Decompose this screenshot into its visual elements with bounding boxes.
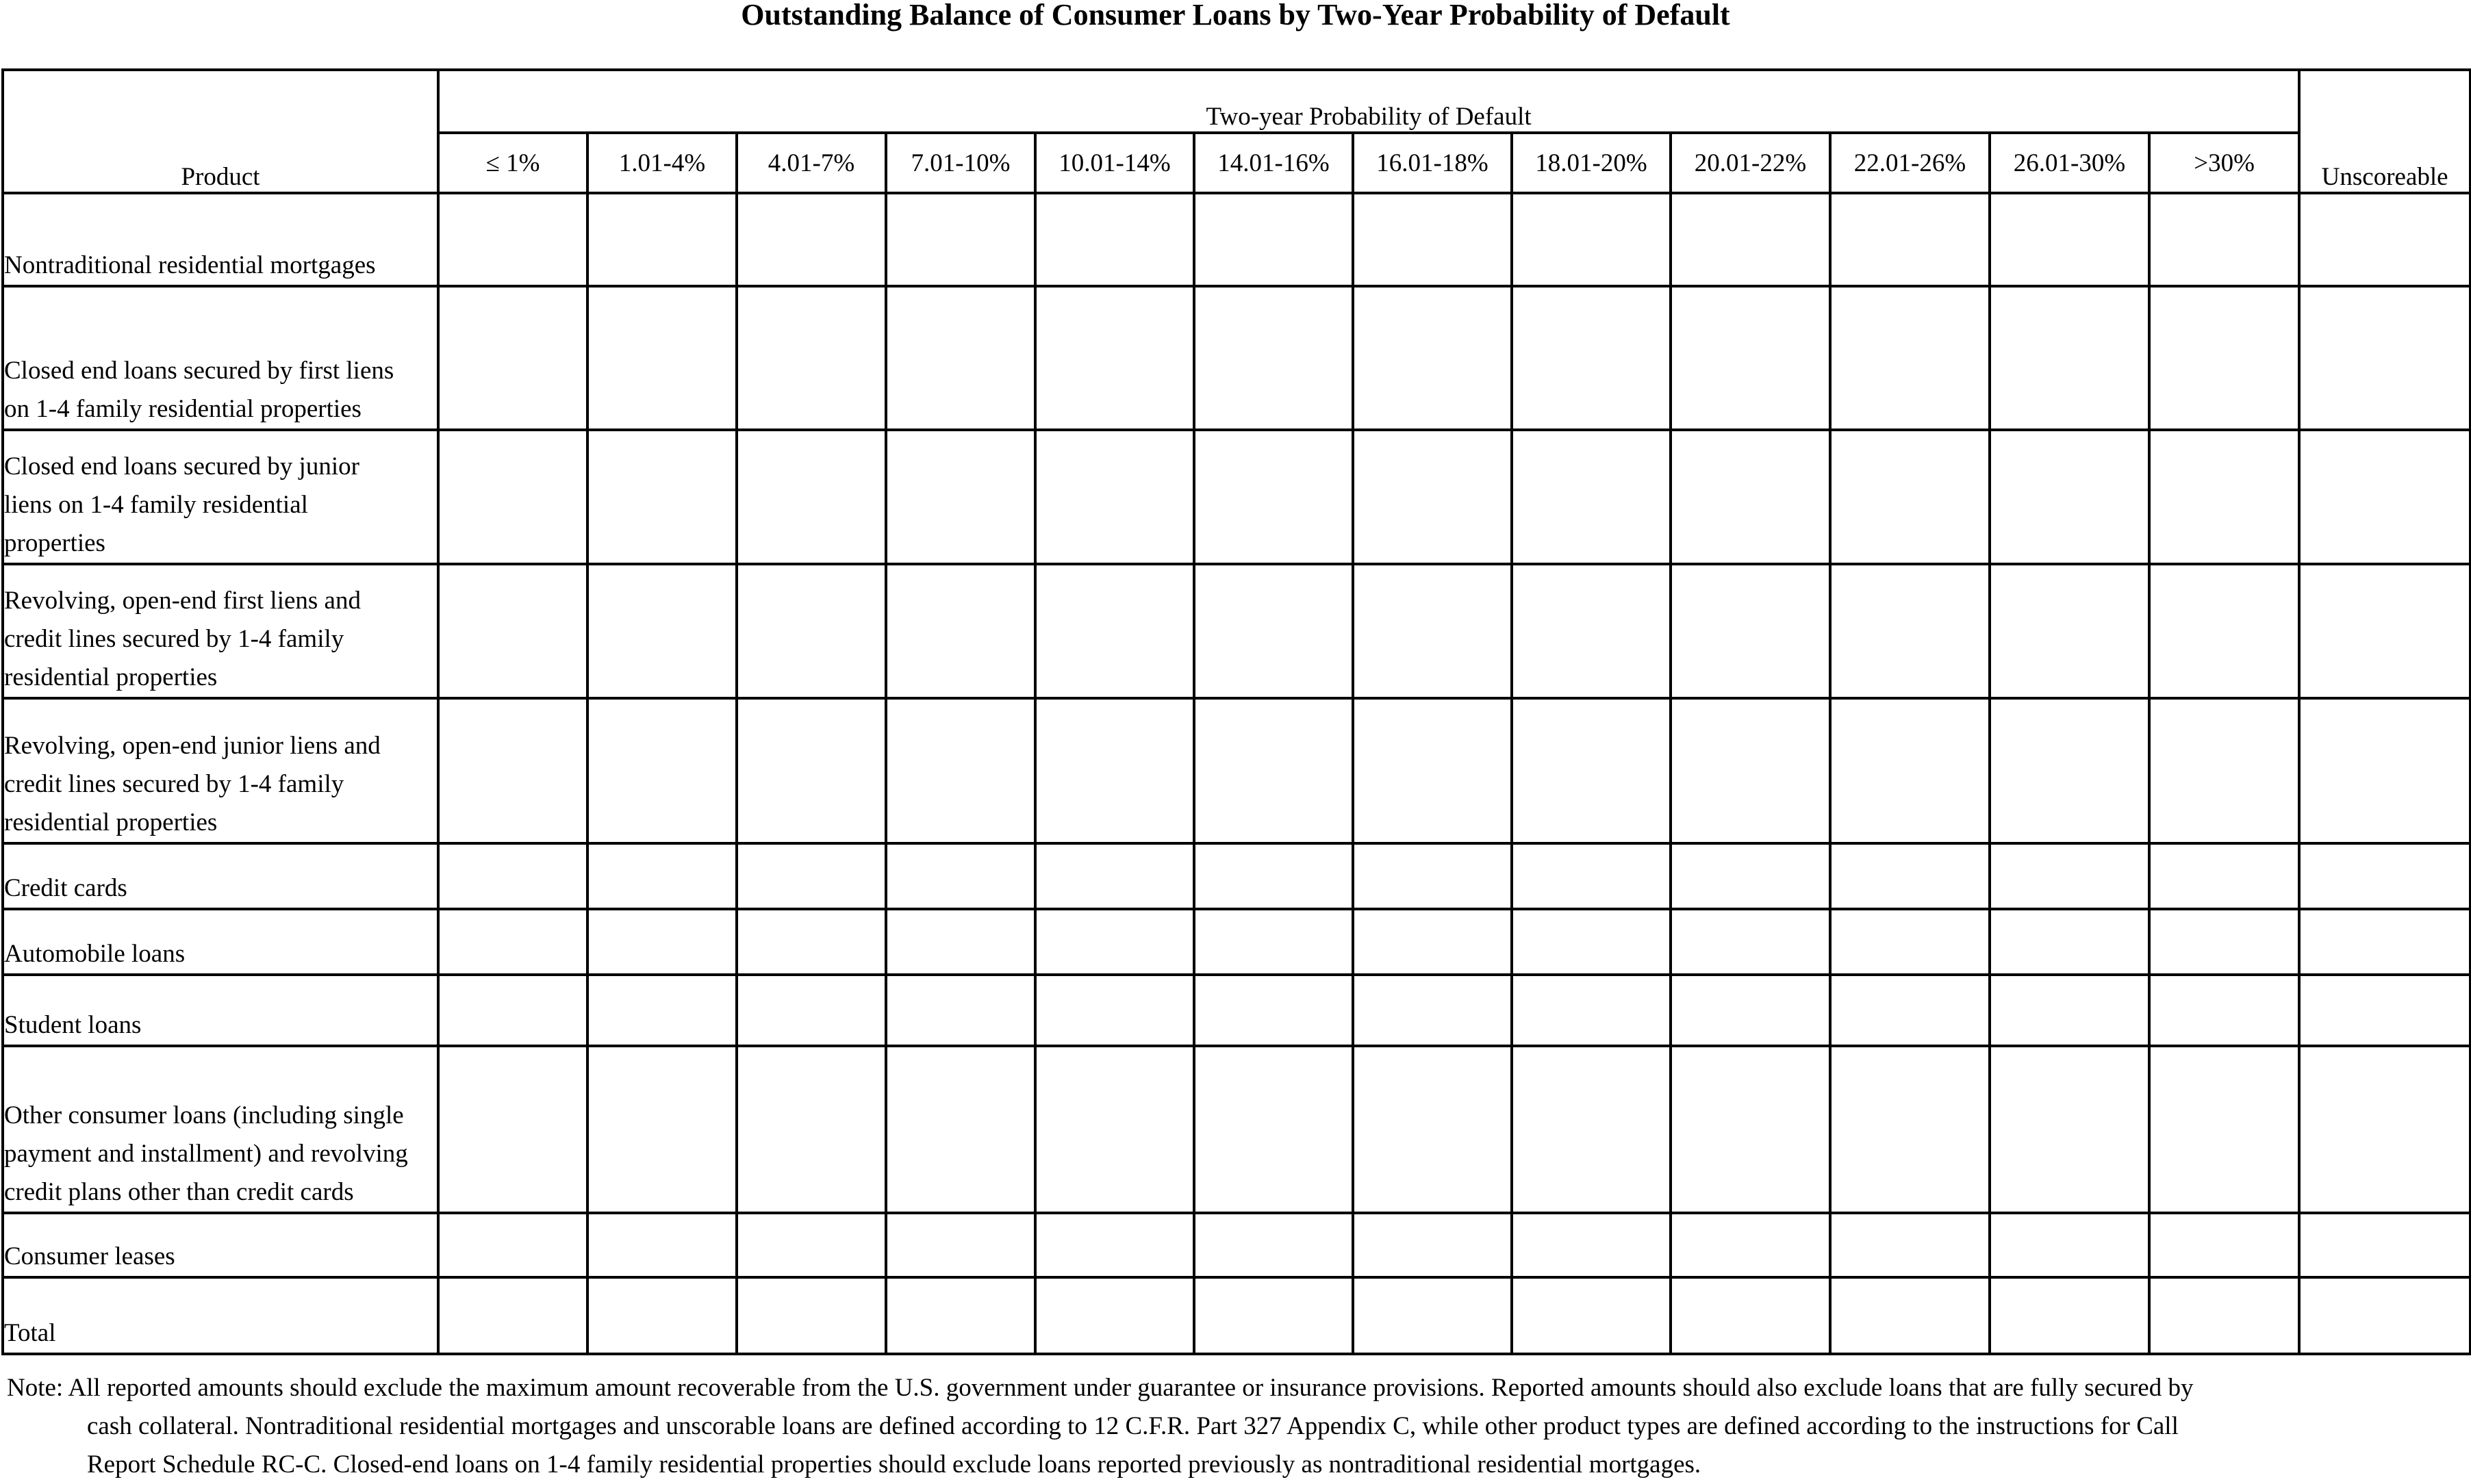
data-entry-cell[interactable] xyxy=(438,909,587,975)
product-label xyxy=(3,843,438,909)
table-row xyxy=(3,909,2470,975)
product-label-line: credit lines secured by 1-4 family xyxy=(4,625,344,653)
data-entry-cell[interactable] xyxy=(1990,843,2149,909)
product-label-line: residential properties xyxy=(4,808,218,836)
product-label-line: Revolving, open-end junior liens and xyxy=(4,732,381,760)
data-entry-cell[interactable] xyxy=(1353,430,1512,564)
product-label-line: on 1-4 family residential properties xyxy=(4,395,362,423)
table-row xyxy=(3,1046,2470,1213)
data-entry-cell[interactable] xyxy=(1990,698,2149,843)
pd-band-header: 22.01-26% xyxy=(1830,133,1990,193)
data-entry-cell[interactable] xyxy=(737,1277,886,1354)
product-label-line: residential properties xyxy=(4,663,218,691)
data-entry-cell[interactable] xyxy=(2299,430,2470,564)
data-entry-cell[interactable] xyxy=(587,286,737,430)
data-entry-cell[interactable] xyxy=(587,1277,737,1354)
product-label-line: Revolving, open-end first liens and xyxy=(4,587,361,615)
data-entry-cell[interactable] xyxy=(1194,909,1353,975)
table-row xyxy=(3,698,2470,843)
data-entry-cell[interactable] xyxy=(886,698,1035,843)
data-entry-cell[interactable] xyxy=(2149,1046,2299,1213)
product-label-line: Consumer leases xyxy=(4,1242,175,1270)
data-entry-cell[interactable] xyxy=(1671,286,1830,430)
data-entry-cell[interactable] xyxy=(1671,698,1830,843)
data-entry-cell[interactable] xyxy=(2149,430,2299,564)
data-entry-cell[interactable] xyxy=(2299,193,2470,286)
data-entry-cell[interactable] xyxy=(587,564,737,698)
data-entry-cell[interactable] xyxy=(1830,909,1990,975)
data-entry-cell[interactable] xyxy=(737,1213,886,1277)
data-entry-cell[interactable] xyxy=(587,430,737,564)
data-entry-cell[interactable] xyxy=(1035,843,1194,909)
data-entry-cell[interactable] xyxy=(1830,564,1990,698)
product-label-line: Student loans xyxy=(4,1011,142,1039)
data-entry-cell[interactable] xyxy=(1035,193,1194,286)
data-entry-cell[interactable] xyxy=(438,286,587,430)
data-entry-cell[interactable] xyxy=(1671,1046,1830,1213)
data-entry-cell[interactable] xyxy=(438,564,587,698)
pd-band-header: 18.01-20% xyxy=(1512,133,1671,193)
pd-band-header: 20.01-22% xyxy=(1671,133,1830,193)
data-entry-cell[interactable] xyxy=(1990,193,2149,286)
data-entry-cell[interactable] xyxy=(737,564,886,698)
data-entry-cell[interactable] xyxy=(737,193,886,286)
data-entry-cell[interactable] xyxy=(1990,1213,2149,1277)
data-entry-cell[interactable] xyxy=(438,843,587,909)
footnote-line: cash collateral. Nontraditional residential mortgages and unscorable loans are defined according to 12 C.F.R. Part 327 Appendix C, while other product types are defined according to the instructions for Call xyxy=(87,1412,2179,1440)
data-entry-cell[interactable] xyxy=(1830,193,1990,286)
data-entry-cell[interactable] xyxy=(587,1046,737,1213)
data-entry-cell[interactable] xyxy=(2149,1213,2299,1277)
data-entry-cell[interactable] xyxy=(1512,1277,1671,1354)
data-entry-cell[interactable] xyxy=(1194,843,1353,909)
data-entry-cell[interactable] xyxy=(1353,564,1512,698)
data-entry-cell[interactable] xyxy=(1194,1277,1353,1354)
data-entry-cell[interactable] xyxy=(587,1213,737,1277)
table-row xyxy=(3,1213,2470,1277)
table-row xyxy=(3,193,2470,286)
data-entry-cell[interactable] xyxy=(2299,286,2470,430)
header-row-group xyxy=(3,70,2470,133)
data-entry-cell[interactable] xyxy=(1035,975,1194,1046)
data-entry-cell[interactable] xyxy=(1194,193,1353,286)
data-entry-cell[interactable] xyxy=(2149,698,2299,843)
data-entry-cell[interactable] xyxy=(438,1277,587,1354)
data-entry-cell[interactable] xyxy=(886,193,1035,286)
footnote-line: Report Schedule RC-C. Closed-end loans on 1-4 family residential properties should exclude loans reported previously as nontraditional residential mortgages. xyxy=(87,1450,1701,1479)
data-entry-cell[interactable] xyxy=(737,843,886,909)
pd-band-header: 4.01-7% xyxy=(737,133,886,193)
product-label-line: Closed end loans secured by first liens xyxy=(4,357,394,385)
data-entry-cell[interactable] xyxy=(1035,1213,1194,1277)
data-entry-cell[interactable] xyxy=(1512,1046,1671,1213)
data-entry-cell[interactable] xyxy=(1353,1046,1512,1213)
data-entry-cell[interactable] xyxy=(1512,909,1671,975)
product-label xyxy=(3,1046,438,1213)
product-label-line: Credit cards xyxy=(4,874,127,902)
data-entry-cell[interactable] xyxy=(2299,1277,2470,1354)
data-entry-cell[interactable] xyxy=(1353,1213,1512,1277)
data-entry-cell[interactable] xyxy=(737,909,886,975)
data-entry-cell[interactable] xyxy=(1512,564,1671,698)
data-entry-cell[interactable] xyxy=(2299,843,2470,909)
data-entry-cell[interactable] xyxy=(1035,1046,1194,1213)
data-entry-cell[interactable] xyxy=(886,430,1035,564)
data-entry-cell[interactable] xyxy=(1194,430,1353,564)
data-entry-cell[interactable] xyxy=(1512,698,1671,843)
data-entry-cell[interactable] xyxy=(1671,430,1830,564)
data-entry-cell[interactable] xyxy=(1671,975,1830,1046)
data-entry-cell[interactable] xyxy=(1194,1046,1353,1213)
data-entry-cell[interactable] xyxy=(1035,564,1194,698)
data-entry-cell[interactable] xyxy=(1990,1046,2149,1213)
product-label xyxy=(3,564,438,698)
data-entry-cell[interactable] xyxy=(1830,286,1990,430)
data-entry-cell[interactable] xyxy=(886,286,1035,430)
data-entry-cell[interactable] xyxy=(1830,1046,1990,1213)
data-entry-cell[interactable] xyxy=(2149,564,2299,698)
product-label-line: Automobile loans xyxy=(4,940,186,968)
product-label-line: credit plans other than credit cards xyxy=(4,1178,354,1206)
product-label xyxy=(3,286,438,430)
product-label-line: Closed end loans secured by junior xyxy=(4,452,359,481)
data-entry-cell[interactable] xyxy=(737,1046,886,1213)
data-entry-cell[interactable] xyxy=(1830,843,1990,909)
product-label xyxy=(3,1213,438,1277)
data-entry-cell[interactable] xyxy=(1353,698,1512,843)
data-entry-cell[interactable] xyxy=(1512,1213,1671,1277)
data-entry-cell[interactable] xyxy=(1353,286,1512,430)
product-label-line: Nontraditional residential mortgages xyxy=(4,251,376,279)
data-entry-cell[interactable] xyxy=(2149,909,2299,975)
data-entry-cell[interactable] xyxy=(1035,1277,1194,1354)
data-entry-cell[interactable] xyxy=(2299,698,2470,843)
pd-band-header: 7.01-10% xyxy=(886,133,1035,193)
data-entry-cell[interactable] xyxy=(1671,564,1830,698)
data-entry-cell[interactable] xyxy=(737,286,886,430)
product-label-line: liens on 1-4 family residential xyxy=(4,491,308,519)
page-title: Outstanding Balance of Consumer Loans by Two-Year Probability of Default xyxy=(741,0,1730,31)
product-column-header: Product xyxy=(3,70,438,193)
data-entry-cell[interactable] xyxy=(587,843,737,909)
data-entry-cell[interactable] xyxy=(438,698,587,843)
data-entry-cell[interactable] xyxy=(1194,975,1353,1046)
data-entry-cell[interactable] xyxy=(2149,193,2299,286)
product-label xyxy=(3,1277,438,1354)
data-entry-cell[interactable] xyxy=(1035,286,1194,430)
table-row xyxy=(3,975,2470,1046)
data-entry-cell[interactable] xyxy=(438,1213,587,1277)
pd-band-header: 10.01-14% xyxy=(1035,133,1194,193)
data-entry-cell[interactable] xyxy=(737,975,886,1046)
product-label xyxy=(3,975,438,1046)
product-label-line: payment and installment) and revolving xyxy=(4,1140,408,1168)
data-entry-cell[interactable] xyxy=(1512,193,1671,286)
data-entry-cell[interactable] xyxy=(1990,286,2149,430)
data-entry-cell[interactable] xyxy=(1990,975,2149,1046)
data-entry-cell[interactable] xyxy=(1990,430,2149,564)
data-entry-cell[interactable] xyxy=(1353,1277,1512,1354)
data-entry-cell[interactable] xyxy=(2299,975,2470,1046)
data-entry-cell[interactable] xyxy=(587,698,737,843)
data-entry-cell[interactable] xyxy=(438,1046,587,1213)
data-entry-cell[interactable] xyxy=(1671,1213,1830,1277)
data-entry-cell[interactable] xyxy=(1353,843,1512,909)
data-entry-cell[interactable] xyxy=(438,430,587,564)
footnote xyxy=(7,1369,2335,1484)
pd-band-header: 16.01-18% xyxy=(1353,133,1512,193)
data-entry-cell[interactable] xyxy=(2149,843,2299,909)
data-entry-cell[interactable] xyxy=(1830,698,1990,843)
pd-band-header: 14.01-16% xyxy=(1194,133,1353,193)
data-entry-cell[interactable] xyxy=(1990,909,2149,975)
pd-group-header: Two-year Probability of Default xyxy=(438,70,2299,133)
product-label xyxy=(3,430,438,564)
data-entry-cell[interactable] xyxy=(1671,909,1830,975)
data-entry-cell[interactable] xyxy=(1194,564,1353,698)
product-label-line: credit lines secured by 1-4 family xyxy=(4,770,344,798)
data-entry-cell[interactable] xyxy=(737,698,886,843)
data-entry-cell[interactable] xyxy=(1035,430,1194,564)
data-entry-cell[interactable] xyxy=(1353,975,1512,1046)
footnote-line: Note: All reported amounts should exclude the maximum amount recoverable from the U.S. government under guarantee or insurance provisions. Reported amounts should also exclude loans that are fully secured by xyxy=(7,1374,2194,1402)
data-entry-cell[interactable] xyxy=(2149,975,2299,1046)
data-entry-cell[interactable] xyxy=(2299,1213,2470,1277)
table-row xyxy=(3,843,2470,909)
consumer-loans-table xyxy=(1,68,2471,1355)
data-entry-cell[interactable] xyxy=(1830,1277,1990,1354)
table-row xyxy=(3,564,2470,698)
data-entry-cell[interactable] xyxy=(886,1213,1035,1277)
data-entry-cell[interactable] xyxy=(1512,975,1671,1046)
product-label xyxy=(3,909,438,975)
data-entry-cell[interactable] xyxy=(886,1046,1035,1213)
data-entry-cell[interactable] xyxy=(1512,286,1671,430)
pd-band-header: 26.01-30% xyxy=(1990,133,2149,193)
data-entry-cell[interactable] xyxy=(587,193,737,286)
data-entry-cell[interactable] xyxy=(886,564,1035,698)
pd-band-header: ≤ 1% xyxy=(438,133,587,193)
data-entry-cell[interactable] xyxy=(1353,909,1512,975)
data-entry-cell[interactable] xyxy=(737,430,886,564)
data-entry-cell[interactable] xyxy=(1990,564,2149,698)
unscoreable-column-header: Unscoreable xyxy=(2299,70,2470,193)
data-entry-cell[interactable] xyxy=(587,909,737,975)
data-entry-cell[interactable] xyxy=(2149,286,2299,430)
product-label xyxy=(3,698,438,843)
data-entry-cell[interactable] xyxy=(2299,564,2470,698)
data-entry-cell[interactable] xyxy=(1990,1277,2149,1354)
table-row xyxy=(3,286,2470,430)
data-entry-cell[interactable] xyxy=(438,193,587,286)
data-entry-cell[interactable] xyxy=(1194,1213,1353,1277)
data-entry-cell[interactable] xyxy=(1512,430,1671,564)
data-entry-cell[interactable] xyxy=(886,843,1035,909)
data-entry-cell[interactable] xyxy=(2149,1277,2299,1354)
data-entry-cell[interactable] xyxy=(1194,698,1353,843)
data-entry-cell[interactable] xyxy=(1671,193,1830,286)
data-entry-cell[interactable] xyxy=(886,975,1035,1046)
data-entry-cell[interactable] xyxy=(1035,909,1194,975)
pd-band-header: >30% xyxy=(2149,133,2299,193)
data-entry-cell[interactable] xyxy=(438,975,587,1046)
data-entry-cell[interactable] xyxy=(886,1277,1035,1354)
data-entry-cell[interactable] xyxy=(1194,286,1353,430)
data-entry-cell[interactable] xyxy=(1830,1213,1990,1277)
data-entry-cell[interactable] xyxy=(886,909,1035,975)
product-label-line: Other consumer loans (including single xyxy=(4,1101,404,1129)
table-row xyxy=(3,430,2470,564)
data-entry-cell[interactable] xyxy=(1671,1277,1830,1354)
table-row xyxy=(3,1277,2470,1354)
product-label xyxy=(3,193,438,286)
data-entry-cell[interactable] xyxy=(1353,193,1512,286)
data-entry-cell[interactable] xyxy=(1671,843,1830,909)
data-entry-cell[interactable] xyxy=(1035,698,1194,843)
data-entry-cell[interactable] xyxy=(1830,975,1990,1046)
data-entry-cell[interactable] xyxy=(1512,843,1671,909)
data-entry-cell[interactable] xyxy=(2299,909,2470,975)
data-entry-cell[interactable] xyxy=(1830,430,1990,564)
product-label-line: properties xyxy=(4,529,105,557)
data-entry-cell[interactable] xyxy=(587,975,737,1046)
pd-band-header: 1.01-4% xyxy=(587,133,737,193)
product-label-line: Total xyxy=(4,1319,56,1347)
data-entry-cell[interactable] xyxy=(2299,1046,2470,1213)
